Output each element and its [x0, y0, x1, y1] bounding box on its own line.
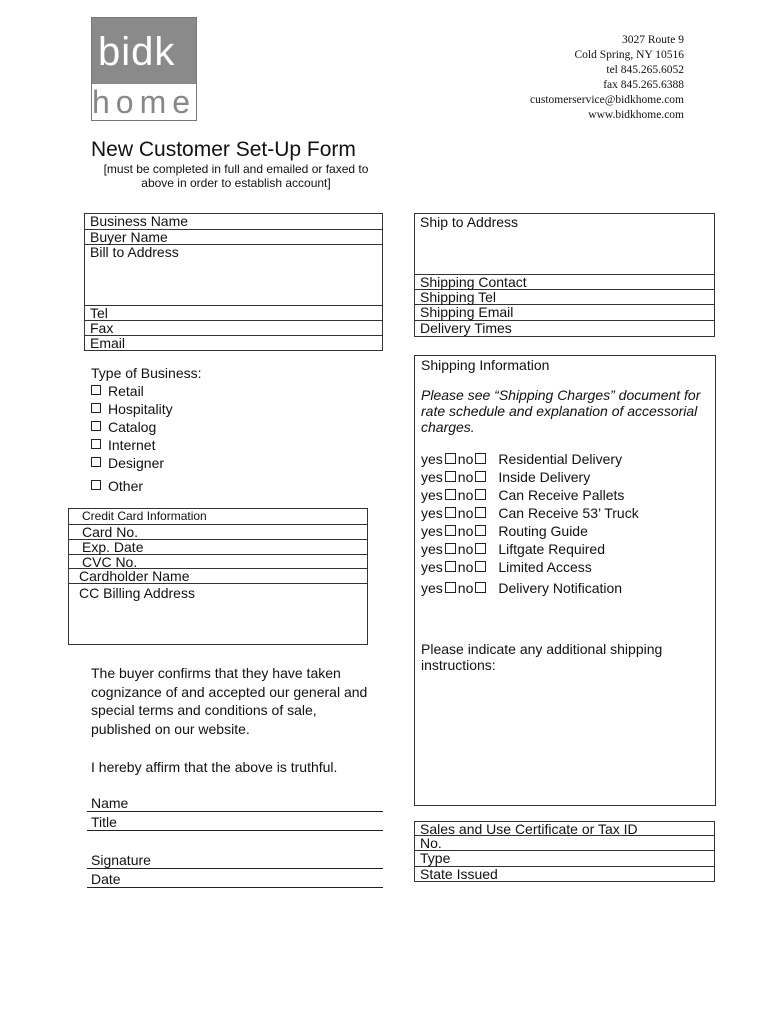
form-title: New Customer Set-Up Form	[91, 138, 356, 161]
shipping-option-row	[421, 558, 639, 576]
address-fax: fax 845.265.6388	[603, 79, 684, 91]
shipping-option-label: Liftgate Required	[498, 541, 606, 557]
business-type-label: Type of Business:	[91, 365, 202, 381]
shipping-tel-field[interactable]: Shipping Tel	[415, 290, 714, 305]
no-checkbox[interactable]	[475, 453, 486, 464]
card-number-field[interactable]: Card No.	[69, 525, 367, 540]
shipping-option-row	[421, 540, 639, 558]
company-logo	[91, 17, 197, 121]
shipping-option-label: Delivery Notification	[498, 580, 623, 596]
address-website: www.bidkhome.com	[588, 109, 684, 121]
shipping-option-label: Routing Guide	[498, 523, 588, 539]
yes-checkbox[interactable]	[445, 582, 456, 593]
checkbox[interactable]	[91, 457, 101, 467]
tel-field[interactable]: Tel	[85, 306, 382, 321]
yes-checkbox[interactable]	[445, 543, 456, 554]
tax-id-field[interactable]: Sales and Use Certificate or Tax ID	[415, 822, 714, 836]
no-label: no	[457, 559, 474, 575]
cardholder-name-field[interactable]: Cardholder Name	[69, 569, 367, 584]
additional-instructions-area[interactable]	[421, 676, 709, 801]
credit-card-header: Credit Card Information	[69, 509, 367, 525]
business-type-section	[91, 364, 202, 495]
no-checkbox[interactable]	[475, 471, 486, 482]
shipping-info-header: Shipping Information	[421, 357, 550, 373]
yes-checkbox[interactable]	[445, 489, 456, 500]
yes-checkbox[interactable]	[445, 561, 456, 572]
yes-checkbox[interactable]	[445, 453, 456, 464]
title-line[interactable]: Title	[87, 814, 383, 831]
checkbox[interactable]	[91, 439, 101, 449]
shipping-options-list	[421, 450, 639, 597]
shipping-option-row	[421, 450, 639, 468]
ship-to-box	[414, 213, 715, 337]
business-type-option[interactable]	[91, 477, 202, 495]
no-label: no	[457, 451, 474, 467]
additional-instructions-label: Please indicate any additional shipping instructions:	[421, 641, 663, 673]
cvc-field[interactable]: CVC No.	[69, 555, 367, 569]
option-label: Internet	[108, 437, 156, 453]
affirm-statement: I hereby affirm that the above is truthful.	[91, 759, 338, 775]
name-line[interactable]: Name	[87, 795, 383, 812]
logo-text-bottom: home	[92, 84, 197, 120]
yes-checkbox[interactable]	[445, 525, 456, 536]
option-label: Catalog	[108, 419, 157, 435]
shipping-option-row	[421, 522, 639, 540]
checkbox[interactable]	[91, 421, 101, 431]
business-type-option[interactable]	[91, 436, 202, 454]
address-line: 3027 Route 9	[622, 34, 684, 46]
buyer-info-box	[84, 213, 383, 351]
yes-checkbox[interactable]	[445, 507, 456, 518]
shipping-info-box	[414, 355, 716, 806]
yes-label: yes	[421, 559, 443, 575]
cc-billing-address-field[interactable]: CC Billing Address	[79, 585, 195, 601]
ship-to-address-field[interactable]: Ship to Address	[415, 214, 714, 275]
email-field[interactable]: Email	[90, 335, 126, 351]
yes-label: yes	[421, 523, 443, 539]
shipping-option-label: Limited Access	[498, 559, 592, 575]
yes-checkbox[interactable]	[445, 471, 456, 482]
shipping-option-row	[421, 486, 639, 504]
fax-field[interactable]: Fax	[85, 321, 382, 336]
shipping-contact-field[interactable]: Shipping Contact	[415, 275, 714, 290]
shipping-option-label: Inside Delivery	[498, 469, 591, 485]
date-line[interactable]: Date	[87, 871, 383, 888]
no-label: no	[457, 505, 474, 521]
no-label: no	[457, 541, 474, 557]
shipping-charges-note: Please see “Shipping Charges” document for rate schedule and explanation of accessorial charges.	[421, 387, 701, 435]
buyer-name-field[interactable]: Buyer Name	[85, 230, 382, 245]
tax-info-box	[414, 821, 715, 882]
yes-label: yes	[421, 451, 443, 467]
no-checkbox[interactable]	[475, 543, 486, 554]
business-type-option[interactable]	[91, 400, 202, 418]
shipping-option-label: Can Receive Pallets	[498, 487, 625, 503]
delivery-times-field[interactable]: Delivery Times	[420, 320, 512, 336]
exp-date-field[interactable]: Exp. Date	[69, 540, 367, 555]
option-label: Designer	[108, 455, 165, 471]
option-label: Retail	[108, 383, 144, 399]
logo-text-top: bidk	[98, 30, 176, 74]
checkbox[interactable]	[91, 403, 101, 413]
tax-type-field[interactable]: Type	[415, 851, 714, 867]
shipping-option-row	[421, 504, 639, 522]
no-label: no	[457, 487, 474, 503]
signoff-section	[87, 795, 383, 889]
address-email: customerservice@bidkhome.com	[530, 94, 684, 106]
option-label: Other	[108, 478, 144, 494]
business-name-field[interactable]: Business Name	[85, 214, 382, 230]
yes-label: yes	[421, 505, 443, 521]
no-checkbox[interactable]	[475, 525, 486, 536]
company-address	[530, 33, 684, 123]
credit-card-box	[68, 508, 368, 645]
no-checkbox[interactable]	[475, 561, 486, 572]
yes-label: yes	[421, 541, 443, 557]
no-label: no	[457, 469, 474, 485]
option-label: Hospitality	[108, 401, 173, 417]
shipping-option-row	[421, 468, 639, 486]
business-type-option[interactable]	[91, 382, 202, 400]
terms-paragraph: The buyer confirms that they have taken cognizance of and accepted our general and special terms and conditions of sale, published on our website.	[91, 665, 368, 737]
yes-label: yes	[421, 469, 443, 485]
state-issued-field[interactable]: State Issued	[420, 866, 498, 882]
shipping-option-label: Can Receive 53’ Truck	[498, 505, 639, 521]
shipping-email-field[interactable]: Shipping Email	[415, 305, 714, 321]
checkbox[interactable]	[91, 480, 101, 490]
signature-line[interactable]: Signature	[87, 852, 383, 869]
address-tel: tel 845.265.6052	[606, 64, 684, 76]
yes-label: yes	[421, 487, 443, 503]
shipping-option-row	[421, 579, 639, 597]
address-line: Cold Spring, NY 10516	[574, 49, 684, 61]
checkbox[interactable]	[91, 385, 101, 395]
business-type-option[interactable]	[91, 454, 202, 472]
no-checkbox[interactable]	[475, 489, 486, 500]
business-type-option[interactable]	[91, 418, 202, 436]
form-subtitle: [must be completed in full and emailed or faxed to above in order to establish account]	[103, 162, 369, 190]
no-checkbox[interactable]	[475, 507, 486, 518]
yes-label: yes	[421, 580, 443, 596]
shipping-option-label: Residential Delivery	[498, 451, 623, 467]
no-checkbox[interactable]	[475, 582, 486, 593]
tax-no-field[interactable]: No.	[415, 836, 714, 851]
no-label: no	[457, 580, 474, 596]
no-label: no	[457, 523, 474, 539]
bill-to-address-field[interactable]: Bill to Address	[85, 245, 382, 306]
